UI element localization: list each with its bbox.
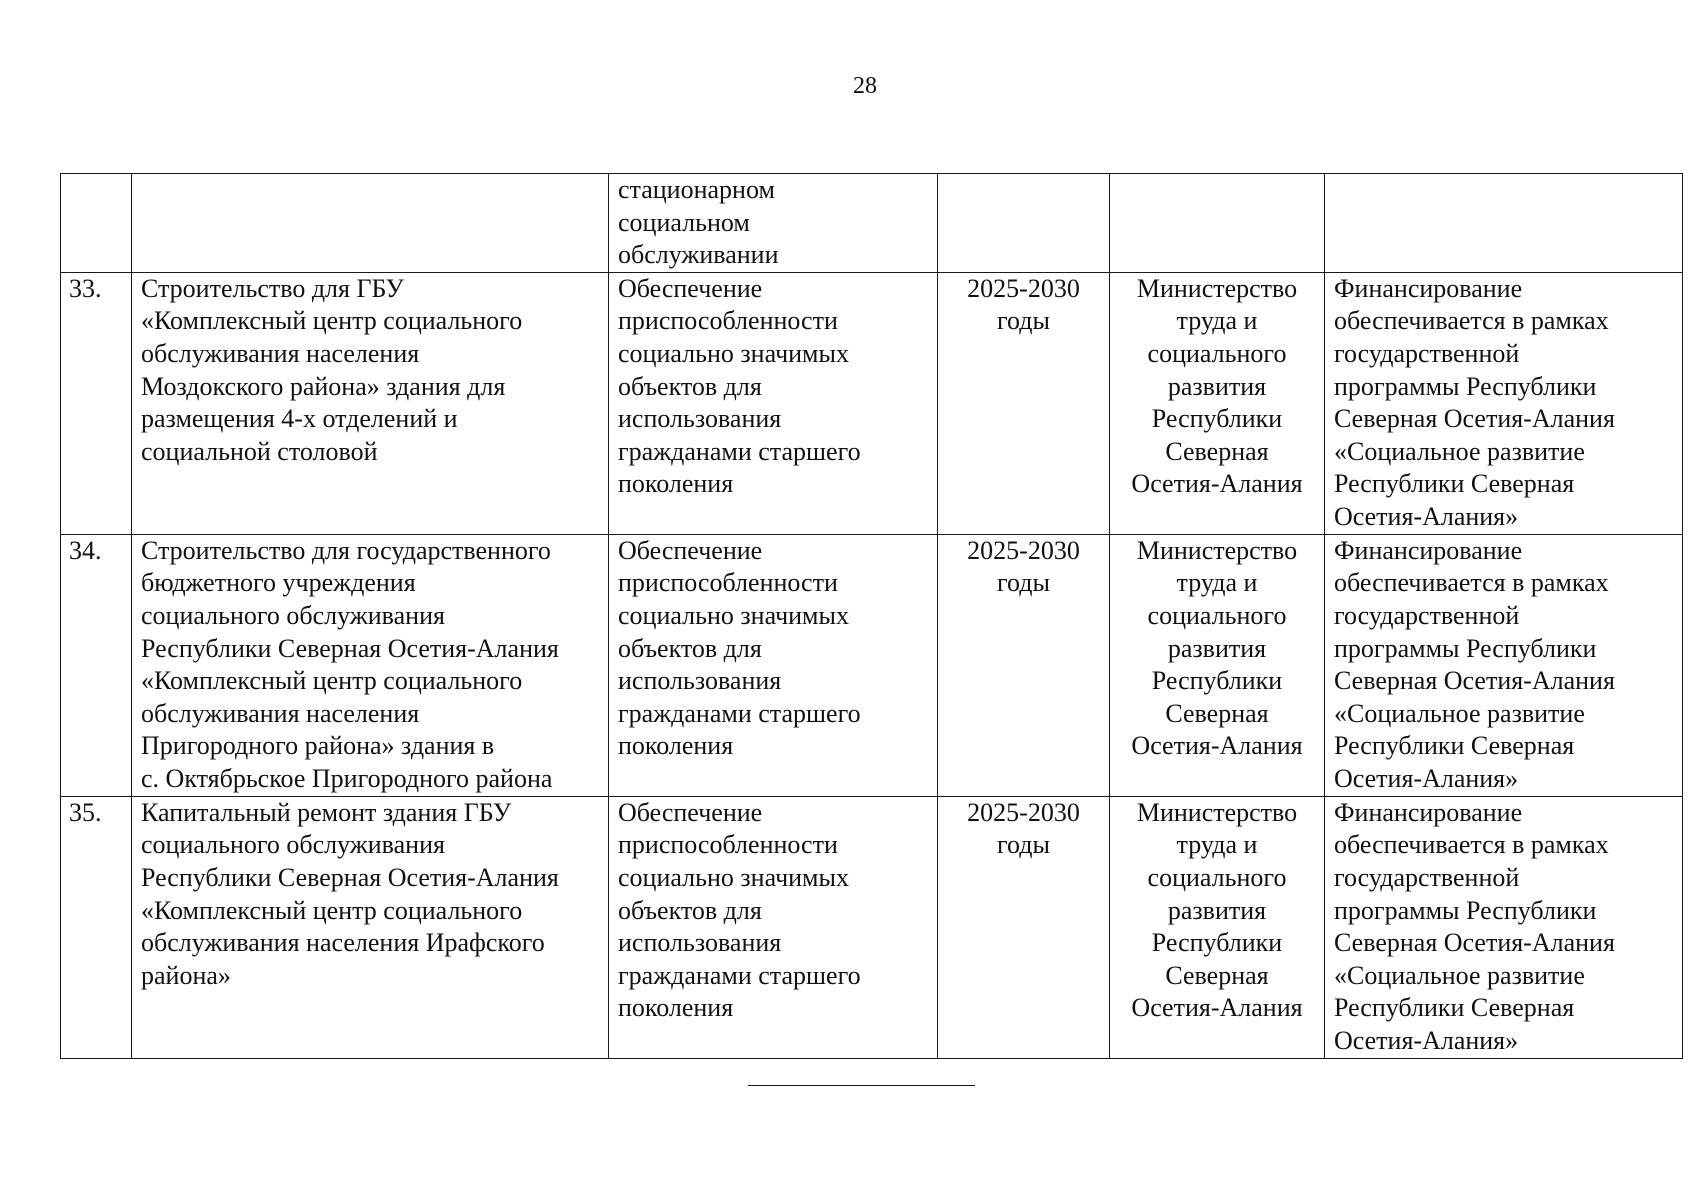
cell-line: гражданами старшего [618, 436, 861, 466]
cell-line: Обеспечение [618, 535, 763, 565]
cell-purpose [609, 796, 938, 1058]
cell-line: социального [1147, 862, 1287, 892]
cell-line: объектов для [618, 895, 762, 925]
cell-number [61, 272, 132, 534]
table-row [61, 174, 1683, 273]
cell-term [938, 796, 1110, 1058]
cell-line: программы Республики [1334, 371, 1597, 401]
cell-line: использования [618, 928, 782, 958]
cell-line: Осетия-Алания» [1334, 501, 1519, 531]
cell-line: Северная [1165, 960, 1269, 990]
cell-line: Обеспечение [618, 797, 763, 827]
cell-line: Северная Осетия-Алания [1334, 928, 1615, 958]
cell-line: Обеспечение [618, 273, 763, 303]
table-row [61, 534, 1683, 796]
cell-purpose [609, 174, 938, 273]
cell-line: Финансирование [1334, 273, 1523, 303]
cell-line: «Комплексный центр социального [141, 306, 523, 336]
cell-term [938, 534, 1110, 796]
table-row [61, 272, 1683, 534]
cell-line: Северная [1165, 698, 1269, 728]
cell-line: гражданами старшего [618, 960, 861, 990]
cell-line: «Социальное развитие [1334, 698, 1585, 728]
cell-line: программы Республики [1334, 895, 1597, 925]
cell-line: Республики [1151, 666, 1283, 696]
cell-line: социально значимых [618, 600, 849, 630]
cell-line: социального обслуживания [141, 600, 445, 630]
cell-number [61, 534, 132, 796]
cell-line: годы [997, 306, 1050, 336]
cell-line: социальной столовой [141, 436, 378, 466]
cell-line: Республики Северная [1334, 469, 1575, 499]
cell-line: Северная Осетия-Алания [1334, 404, 1615, 434]
cell-line: поколения [618, 731, 734, 761]
cell-line: развития [1167, 633, 1267, 663]
cell-line: стационарном [618, 175, 775, 204]
cell-line: обслуживания населения [141, 698, 420, 728]
cell-term [938, 174, 1110, 273]
cell-line: Республики Северная Осетия-Алания [141, 862, 559, 892]
cell-term [938, 272, 1110, 534]
footer-rule [748, 1085, 975, 1086]
cell-line: «Социальное развитие [1334, 436, 1585, 466]
cell-line: социальном [618, 207, 750, 237]
cell-line: «Социальное развитие [1334, 960, 1585, 990]
cell-financing [1325, 174, 1683, 273]
cell-number [61, 796, 132, 1058]
cell-line: обслуживания населения [141, 338, 420, 368]
cell-line: использования [618, 404, 782, 434]
cell-financing [1325, 534, 1683, 796]
cell-line: Капитальный ремонт здания ГБУ [141, 797, 512, 827]
cell-line: использования [618, 666, 782, 696]
cell-line: объектов для [618, 633, 762, 663]
cell-line: размещения 4-х отделений и [141, 404, 458, 434]
cell-line: приспособленности [618, 830, 838, 860]
cell-line: Финансирование [1334, 535, 1523, 565]
cell-line: Финансирование [1334, 797, 1523, 827]
cell-line: государственной [1334, 600, 1520, 630]
cell-line: труда и [1176, 568, 1258, 598]
cell-line: государственной [1334, 338, 1520, 368]
cell-line: социального [1147, 600, 1287, 630]
cell-line: социально значимых [618, 862, 849, 892]
cell-financing [1325, 796, 1683, 1058]
cell-line: гражданами старшего [618, 698, 861, 728]
cell-line: Республики [1151, 404, 1283, 434]
cell-line: Осетия-Алания [1131, 731, 1303, 761]
cell-line: Республики Северная Осетия-Алания [141, 633, 559, 663]
cell-line: социального обслуживания [141, 830, 445, 860]
cell-line: обеспечивается в рамках [1334, 306, 1609, 336]
cell-executor [1110, 272, 1325, 534]
cell-line: поколения [618, 469, 734, 499]
cell-line: Строительство для ГБУ [141, 273, 404, 303]
cell-number [61, 174, 132, 273]
cell-line: развития [1167, 371, 1267, 401]
cell-executor [1110, 796, 1325, 1058]
cell-line: Осетия-Алания [1131, 469, 1303, 499]
row-number: 34. [69, 535, 102, 565]
cell-line: Осетия-Алания» [1334, 763, 1519, 793]
cell-line: приспособленности [618, 568, 838, 598]
row-number: 33. [69, 273, 102, 303]
cell-line: труда и [1176, 830, 1258, 860]
cell-line: с. Октябрьское Пригородного района [141, 763, 553, 793]
cell-purpose [609, 534, 938, 796]
cell-line: социально значимых [618, 338, 849, 368]
cell-line: Строительство для государственного [141, 535, 551, 565]
cell-line: годы [997, 568, 1050, 598]
cell-line: Республики [1151, 928, 1283, 958]
page-number: 28 [853, 73, 877, 99]
cell-line: Осетия-Алания [1131, 993, 1303, 1023]
cell-line: 2025-2030 [967, 273, 1080, 303]
measures-table [60, 173, 1683, 1059]
cell-line: Министерство [1136, 797, 1298, 827]
cell-line: Северная Осетия-Алания [1334, 666, 1615, 696]
cell-line: Пригородного района» здания в [141, 731, 495, 761]
cell-measure [132, 174, 609, 273]
cell-line: обеспечивается в рамках [1334, 830, 1609, 860]
cell-line: «Комплексный центр социального [141, 666, 523, 696]
cell-line: годы [997, 830, 1050, 860]
cell-line: Осетия-Алания» [1334, 1025, 1519, 1055]
table-row [61, 796, 1683, 1058]
cell-line: Моздокского района» здания для [141, 371, 506, 401]
cell-line: 2025-2030 [967, 535, 1080, 565]
cell-line: района» [141, 960, 231, 990]
cell-line: программы Республики [1334, 633, 1597, 663]
cell-line: социального [1147, 338, 1287, 368]
cell-line: Северная [1165, 436, 1269, 466]
cell-purpose [609, 272, 938, 534]
cell-executor [1110, 534, 1325, 796]
cell-line: Республики Северная [1334, 731, 1575, 761]
cell-line: обеспечивается в рамках [1334, 568, 1609, 598]
cell-line: государственной [1334, 862, 1520, 892]
cell-line: обслуживании [618, 240, 779, 270]
cell-line: развития [1167, 895, 1267, 925]
cell-line: 2025-2030 [967, 797, 1080, 827]
cell-line: обслуживания населения Ирафского [141, 928, 545, 958]
cell-line: бюджетного учреждения [141, 568, 416, 598]
cell-line: «Комплексный центр социального [141, 895, 523, 925]
row-number: 35. [69, 797, 102, 827]
cell-line: Республики Северная [1334, 993, 1575, 1023]
cell-measure [132, 272, 609, 534]
cell-line: Министерство [1136, 273, 1298, 303]
cell-line: поколения [618, 993, 734, 1023]
cell-executor [1110, 174, 1325, 273]
cell-measure [132, 796, 609, 1058]
cell-line: труда и [1176, 306, 1258, 336]
cell-line: приспособленности [618, 306, 838, 336]
cell-measure [132, 534, 609, 796]
cell-line: Министерство [1136, 535, 1298, 565]
cell-line: объектов для [618, 371, 762, 401]
cell-financing [1325, 272, 1683, 534]
